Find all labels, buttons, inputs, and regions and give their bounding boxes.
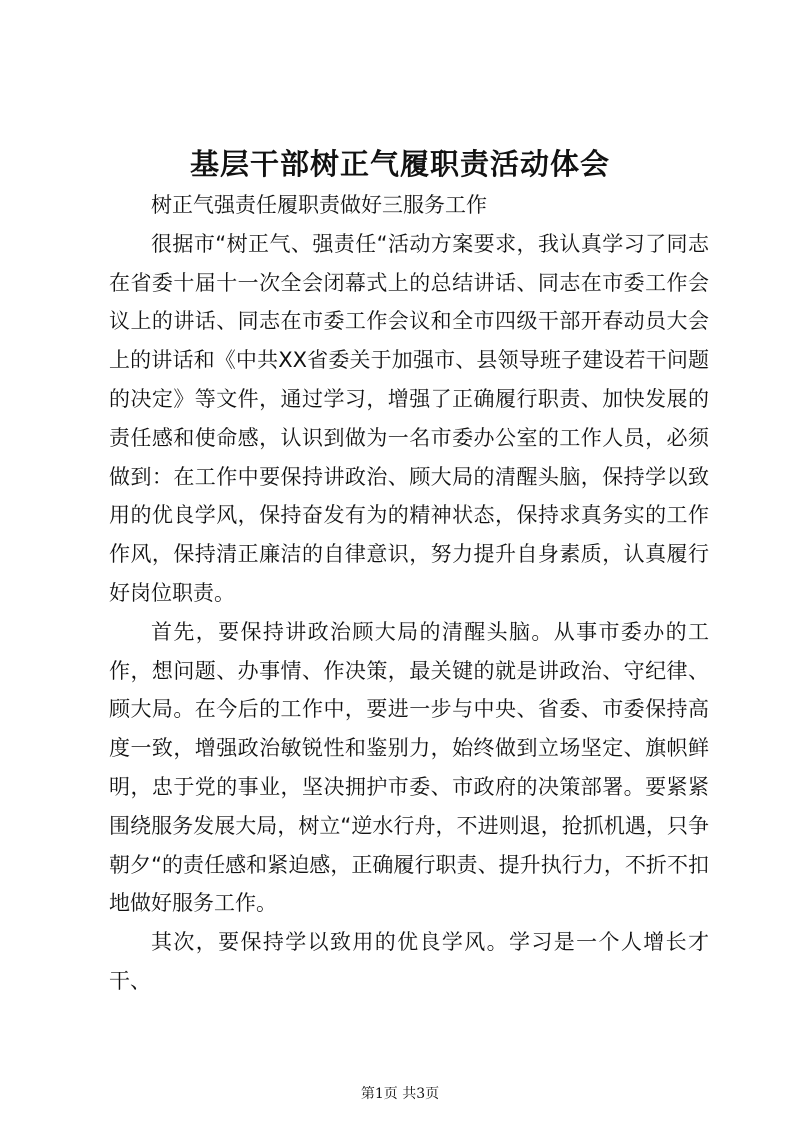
paragraph: 很据市“树正气、强责任“活动方案要求，我认真学习了同志在省委十届十一次全会闭幕式上的总结讲话、同志在市委工作会议上的讲话、同志在市委工作会议和全市四级干部开春动员大会上的讲话和《中共XX省委关于加强市、县领导班子建设若干问题的决定》等文件，通过学习，增强了正确履行职责、加快发展的责任感和使命感，认识到做为一名市委办公室的工作人员，必须做到：在工作中要保持讲政治、顾大局的清醒头脑，保持学以致用的优良学风，保持奋发有为的精神状态，保持求真务实的工作作风，保持清正廉洁的自律意识，努力提升自身素质，认真履行好岗位职责。 [109,231,709,605]
document-title: 基层干部树正气履职责活动体会 [189,147,610,181]
paragraph: 其次，要保持学以致用的优良学风。学习是一个人增长才干、 [109,930,709,993]
document-body [109,186,709,1001]
page-footer: 第1页 共3页 [360,1086,440,1102]
paragraph-subtitle: 树正气强责任履职责做好三服务工作 [151,193,487,217]
paragraph: 首先，要保持讲政治顾大局的清醒头脑。从事市委办的工作，想问题、办事情、作决策，最关键的就是讲政治、守纪律、顾大局。在今后的工作中，要进一步与中央、省委、市委保持高度一致，增强政治敏锐性和鉴别力，始终做到立场坚定、旗帜鲜明，忠于党的事业，坚决拥护市委、市政府的决策部署。要紧紧围绕服务发展大局，树立“逆水行舟，不进则退，抢抓机遇，只争朝夕“的责任感和紧迫感，正确履行职责、提升执行力，不折不扣地做好服务工作。 [109,619,709,916]
